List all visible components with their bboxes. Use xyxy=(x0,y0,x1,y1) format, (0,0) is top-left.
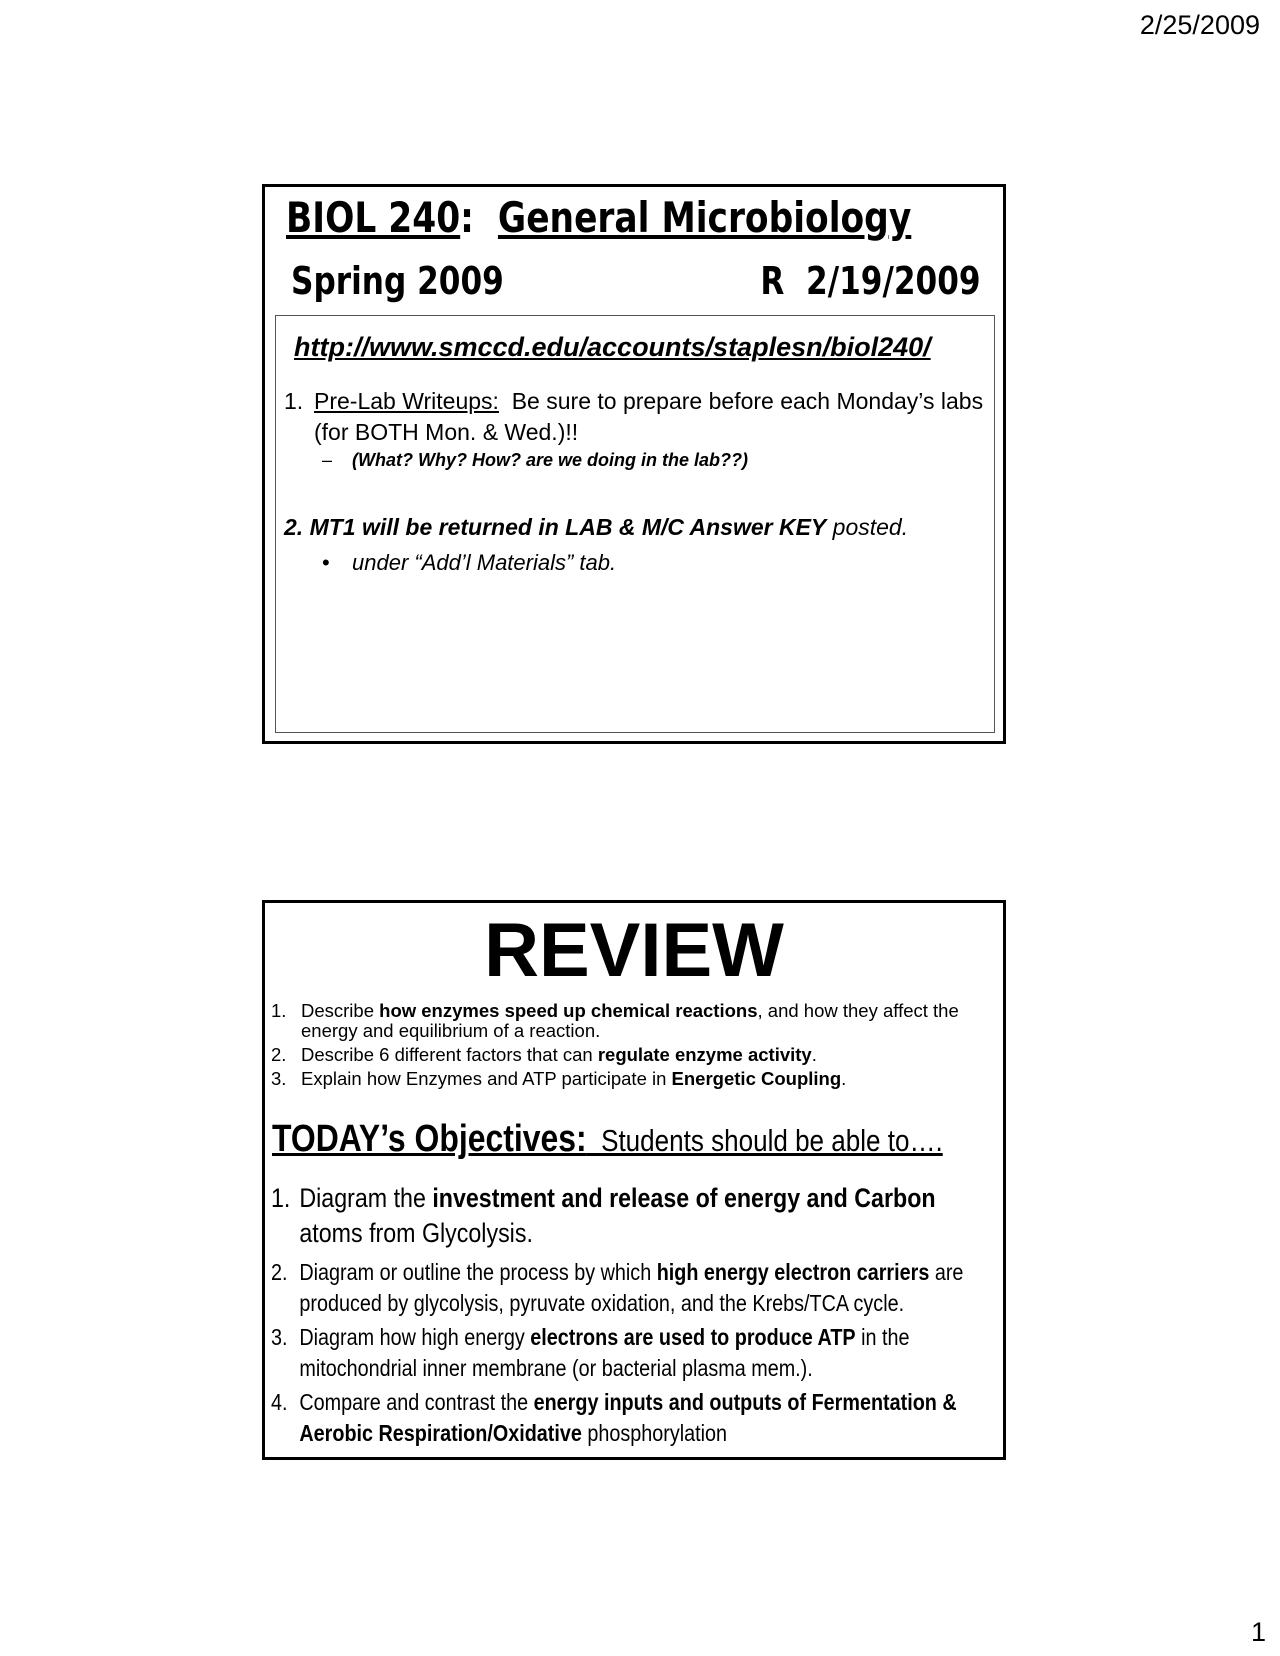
item-bold-text: investment and release of energy and Carbon xyxy=(432,1183,936,1213)
header-date: 2/25/2009 xyxy=(1139,10,1260,40)
slide-1-subtitle xyxy=(291,259,981,303)
list-item xyxy=(271,1322,987,1384)
item-number: 4. xyxy=(271,1389,288,1415)
item-text: atoms from Glycolysis. xyxy=(299,1218,533,1248)
course-url-link[interactable]: http://www.smccd.edu/accounts/staplesn/biol240/ xyxy=(294,332,931,362)
item-number: 1. xyxy=(271,1183,291,1213)
item-text: Diagram how high energy xyxy=(299,1324,531,1350)
item-number: 1. xyxy=(271,1000,287,1021)
item-bold-text: regulate enzyme activity xyxy=(597,1044,812,1065)
item-text: , and how they affect the energy and equilibrium of a reaction. xyxy=(301,1000,959,1041)
item-text: Describe xyxy=(301,1000,380,1021)
page-number: 1 xyxy=(1250,1617,1266,1647)
item-text: Describe 6 different factors that can xyxy=(301,1044,598,1065)
item-bold-text: how enzymes speed up chemical reactions xyxy=(379,1000,758,1021)
item-text: Diagram or outline the process by which xyxy=(299,1259,657,1285)
item-bold-text: high energy electron carriers xyxy=(656,1259,930,1285)
list-item xyxy=(271,1001,971,1041)
item-text: phosphorylation xyxy=(581,1420,728,1446)
list-item xyxy=(271,1387,987,1449)
course-name: General Microbiology xyxy=(497,193,912,242)
sub-item-text: (What? Why? How? are we doing in the lab??) xyxy=(352,450,748,470)
item-number: 1. xyxy=(284,388,304,414)
objectives-title: TODAY’s Objectives: xyxy=(272,1118,587,1160)
slide-1-title xyxy=(286,193,911,242)
item-text: Explain how Enzymes and ATP participate in xyxy=(301,1068,672,1089)
item-number: 2. xyxy=(271,1044,287,1065)
list-item xyxy=(284,386,990,448)
item-bold-text: 2. MT1 will be returned in LAB & M/C Answer KEY xyxy=(284,514,827,540)
item-number: 3. xyxy=(271,1324,288,1350)
bullet-marker: • xyxy=(322,550,330,575)
lecture-date: R 2/19/2009 xyxy=(760,259,981,303)
list-item xyxy=(271,1045,971,1065)
objectives-heading xyxy=(272,1117,943,1163)
item-text: . xyxy=(811,1044,817,1065)
term-label: Spring 2009 xyxy=(291,259,504,303)
slide-1-content-box xyxy=(275,315,995,733)
item-text: posted. xyxy=(826,514,909,540)
item-text: in the mitochondrial inner membrane (or bacterial plasma mem.). xyxy=(299,1324,910,1381)
list-item xyxy=(271,1257,987,1319)
slide-2 xyxy=(262,900,1006,1460)
sub-item xyxy=(322,550,616,576)
objectives-subtitle: Students should be able to…. xyxy=(586,1123,943,1158)
item-text: Diagram the xyxy=(299,1183,433,1213)
item-text: Be sure to prepare before each Monday’s labs (for BOTH Mon. & Wed.)!! xyxy=(314,388,990,445)
item-number: 3. xyxy=(271,1068,287,1089)
item-text: . xyxy=(841,1068,847,1089)
course-code: BIOL 240 xyxy=(286,193,461,242)
list-item xyxy=(271,1181,987,1251)
objectives-list xyxy=(271,1181,1031,1452)
item-bold-text: electrons are used to produce ATP xyxy=(530,1324,856,1350)
item-text: are produced by glycolysis, pyruvate oxidation, and the Krebs/TCA cycle. xyxy=(299,1259,964,1316)
item-text: Compare and contrast the xyxy=(299,1389,534,1415)
review-heading: REVIEW xyxy=(484,908,784,993)
item-bold-text: energy inputs and outputs of Fermentation & Aerobic Respiration/Oxidative xyxy=(299,1389,957,1446)
dash-marker: – xyxy=(322,450,333,470)
sub-item xyxy=(322,450,748,471)
title-colon: : xyxy=(460,193,474,242)
list-item xyxy=(284,514,908,541)
sub-item-text: under “Add’l Materials” tab. xyxy=(352,550,617,575)
slide-1 xyxy=(262,184,1006,744)
item-bold-text: Energetic Coupling xyxy=(671,1068,842,1089)
item-label: Pre-Lab Writeups: xyxy=(314,388,499,414)
list-item xyxy=(271,1069,971,1089)
item-number: 2. xyxy=(271,1259,288,1285)
review-list xyxy=(271,1001,971,1093)
